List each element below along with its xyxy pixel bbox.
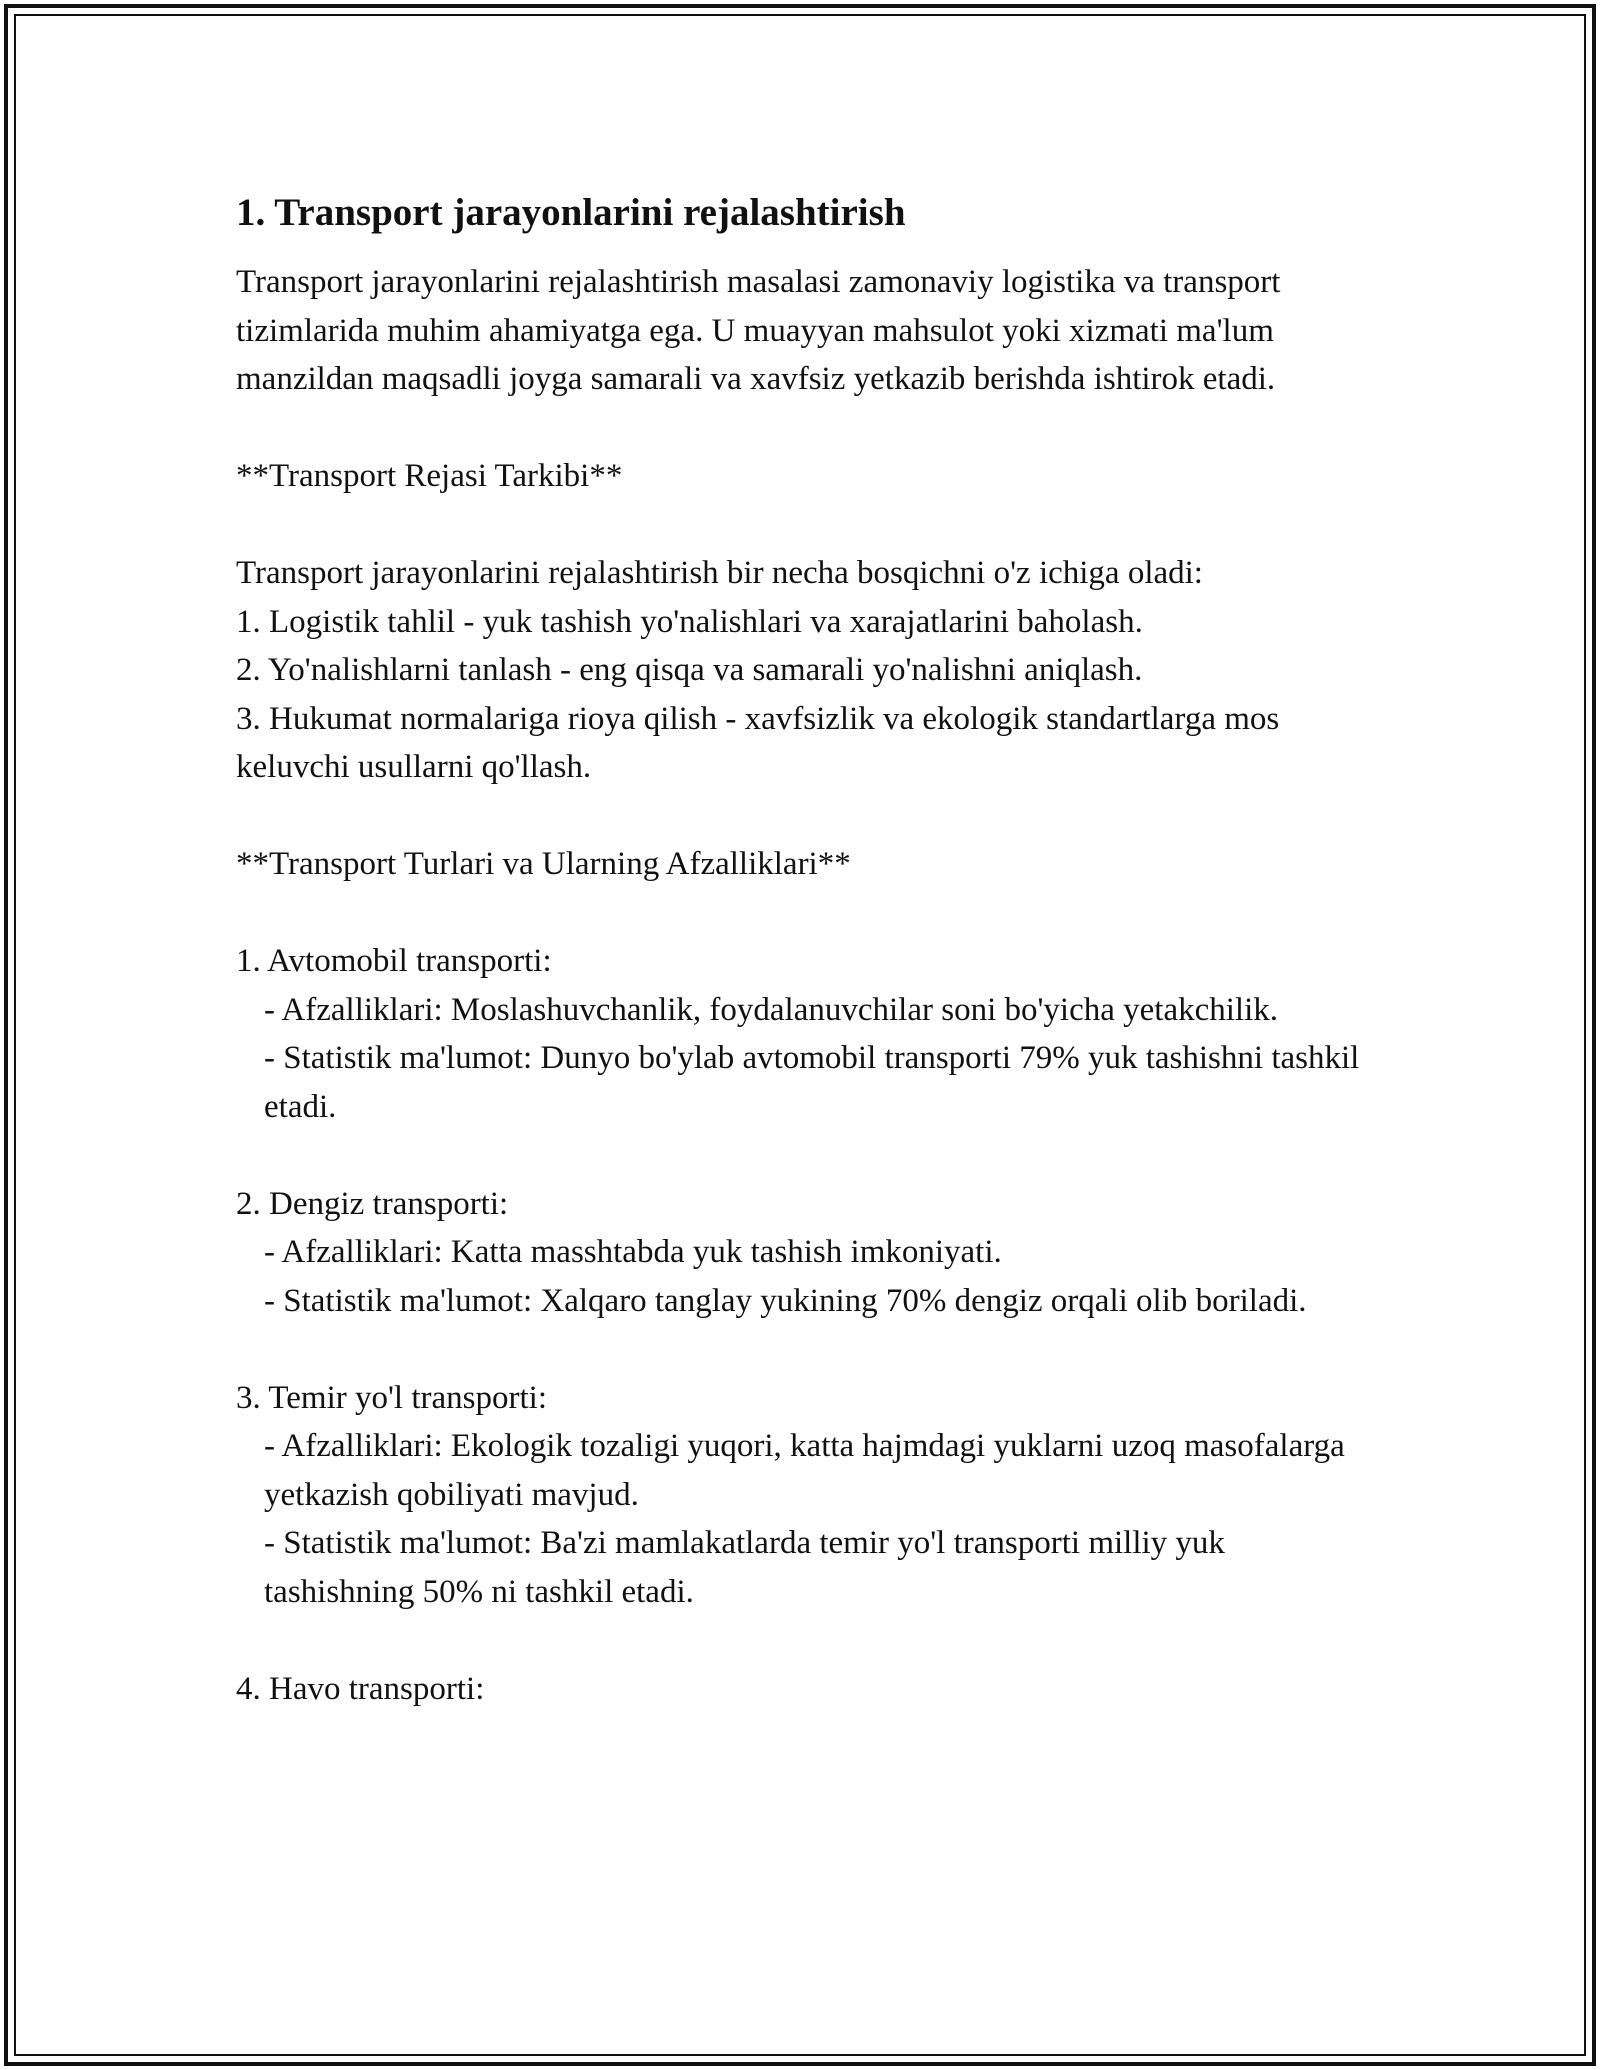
transport-type-advantages: - Afzalliklari: Ekologik tozaligi yuqori, katta hajmdagi yuklarni uzoq masofalarga yetkazish qobiliyati mavjud. bbox=[264, 1428, 1345, 1513]
transport-type-name: 4. Havo transporti: bbox=[236, 1670, 485, 1707]
transport-type-advantages: - Afzalliklari: Katta masshtabda yuk tashish imkoniyati. bbox=[264, 1234, 1002, 1270]
document-title: 1. Transport jarayonlarini rejalashtirish bbox=[236, 191, 906, 234]
intro-paragraph: Transport jarayonlarini rejalashtirish masalasi zamonaviy logistika va transport tizimlarida muhim ahamiyatga ega. U muayyan mahsulot yoki xizmati ma'lum manzildan maqsadli joyga samarali va xavfsiz yetkazib berishda ishtirok etadi. bbox=[236, 264, 1281, 397]
transport-type-name: 2. Dengiz transporti: bbox=[236, 1185, 509, 1222]
spacer bbox=[236, 1131, 1376, 1180]
transport-type-stat: - Statistik ma'lumot: Dunyo bo'ylab avtomobil transporti 79% yuk tashishni tashkil etadi. bbox=[264, 1040, 1360, 1125]
spacer bbox=[236, 792, 1376, 841]
spacer bbox=[236, 501, 1376, 550]
section-lead: Transport jarayonlarini rejalashtirish bir necha bosqichni o'z ichiga oladi: bbox=[236, 555, 1203, 591]
transport-type-stat: - Statistik ma'lumot: Xalqaro tanglay yukining 70% dengiz orqali olib boriladi. bbox=[264, 1282, 1307, 1319]
list-item: 2. Yo'nalishlarni tanlash - eng qisqa va samarali yo'nalishni aniqlash. bbox=[236, 652, 1143, 688]
transport-type-name: 1. Avtomobil transporti: bbox=[236, 943, 552, 979]
document-body bbox=[236, 188, 1376, 1713]
spacer bbox=[236, 1325, 1376, 1374]
section-heading-plan: **Transport Rejasi Tarkibi** bbox=[236, 458, 623, 494]
transport-type-stat: - Statistik ma'lumot: Ba'zi mamlakatlarda temir yo'l transporti milliy yuk tashishning 50% ni tashkil etadi. bbox=[264, 1525, 1225, 1610]
list-item: 1. Logistik tahlil - yuk tashish yo'nalishlari va xarajatlarini baholash. bbox=[236, 603, 1143, 640]
spacer bbox=[236, 404, 1376, 453]
transport-type-advantages: - Afzalliklari: Moslashuvchanlik, foydalanuvchilar soni bo'yicha yetakchilik. bbox=[264, 991, 1279, 1028]
section-heading-types: **Transport Turlari va Ularning Afzalliklari** bbox=[236, 846, 851, 882]
list-item: 3. Hukumat normalariga rioya qilish - xavfsizlik va ekologik standartlarga mos keluvchi usullarni qo'llash. bbox=[236, 700, 1280, 785]
spacer bbox=[236, 889, 1376, 938]
transport-type-name: 3. Temir yo'l transporti: bbox=[236, 1379, 547, 1416]
spacer bbox=[236, 1616, 1376, 1665]
